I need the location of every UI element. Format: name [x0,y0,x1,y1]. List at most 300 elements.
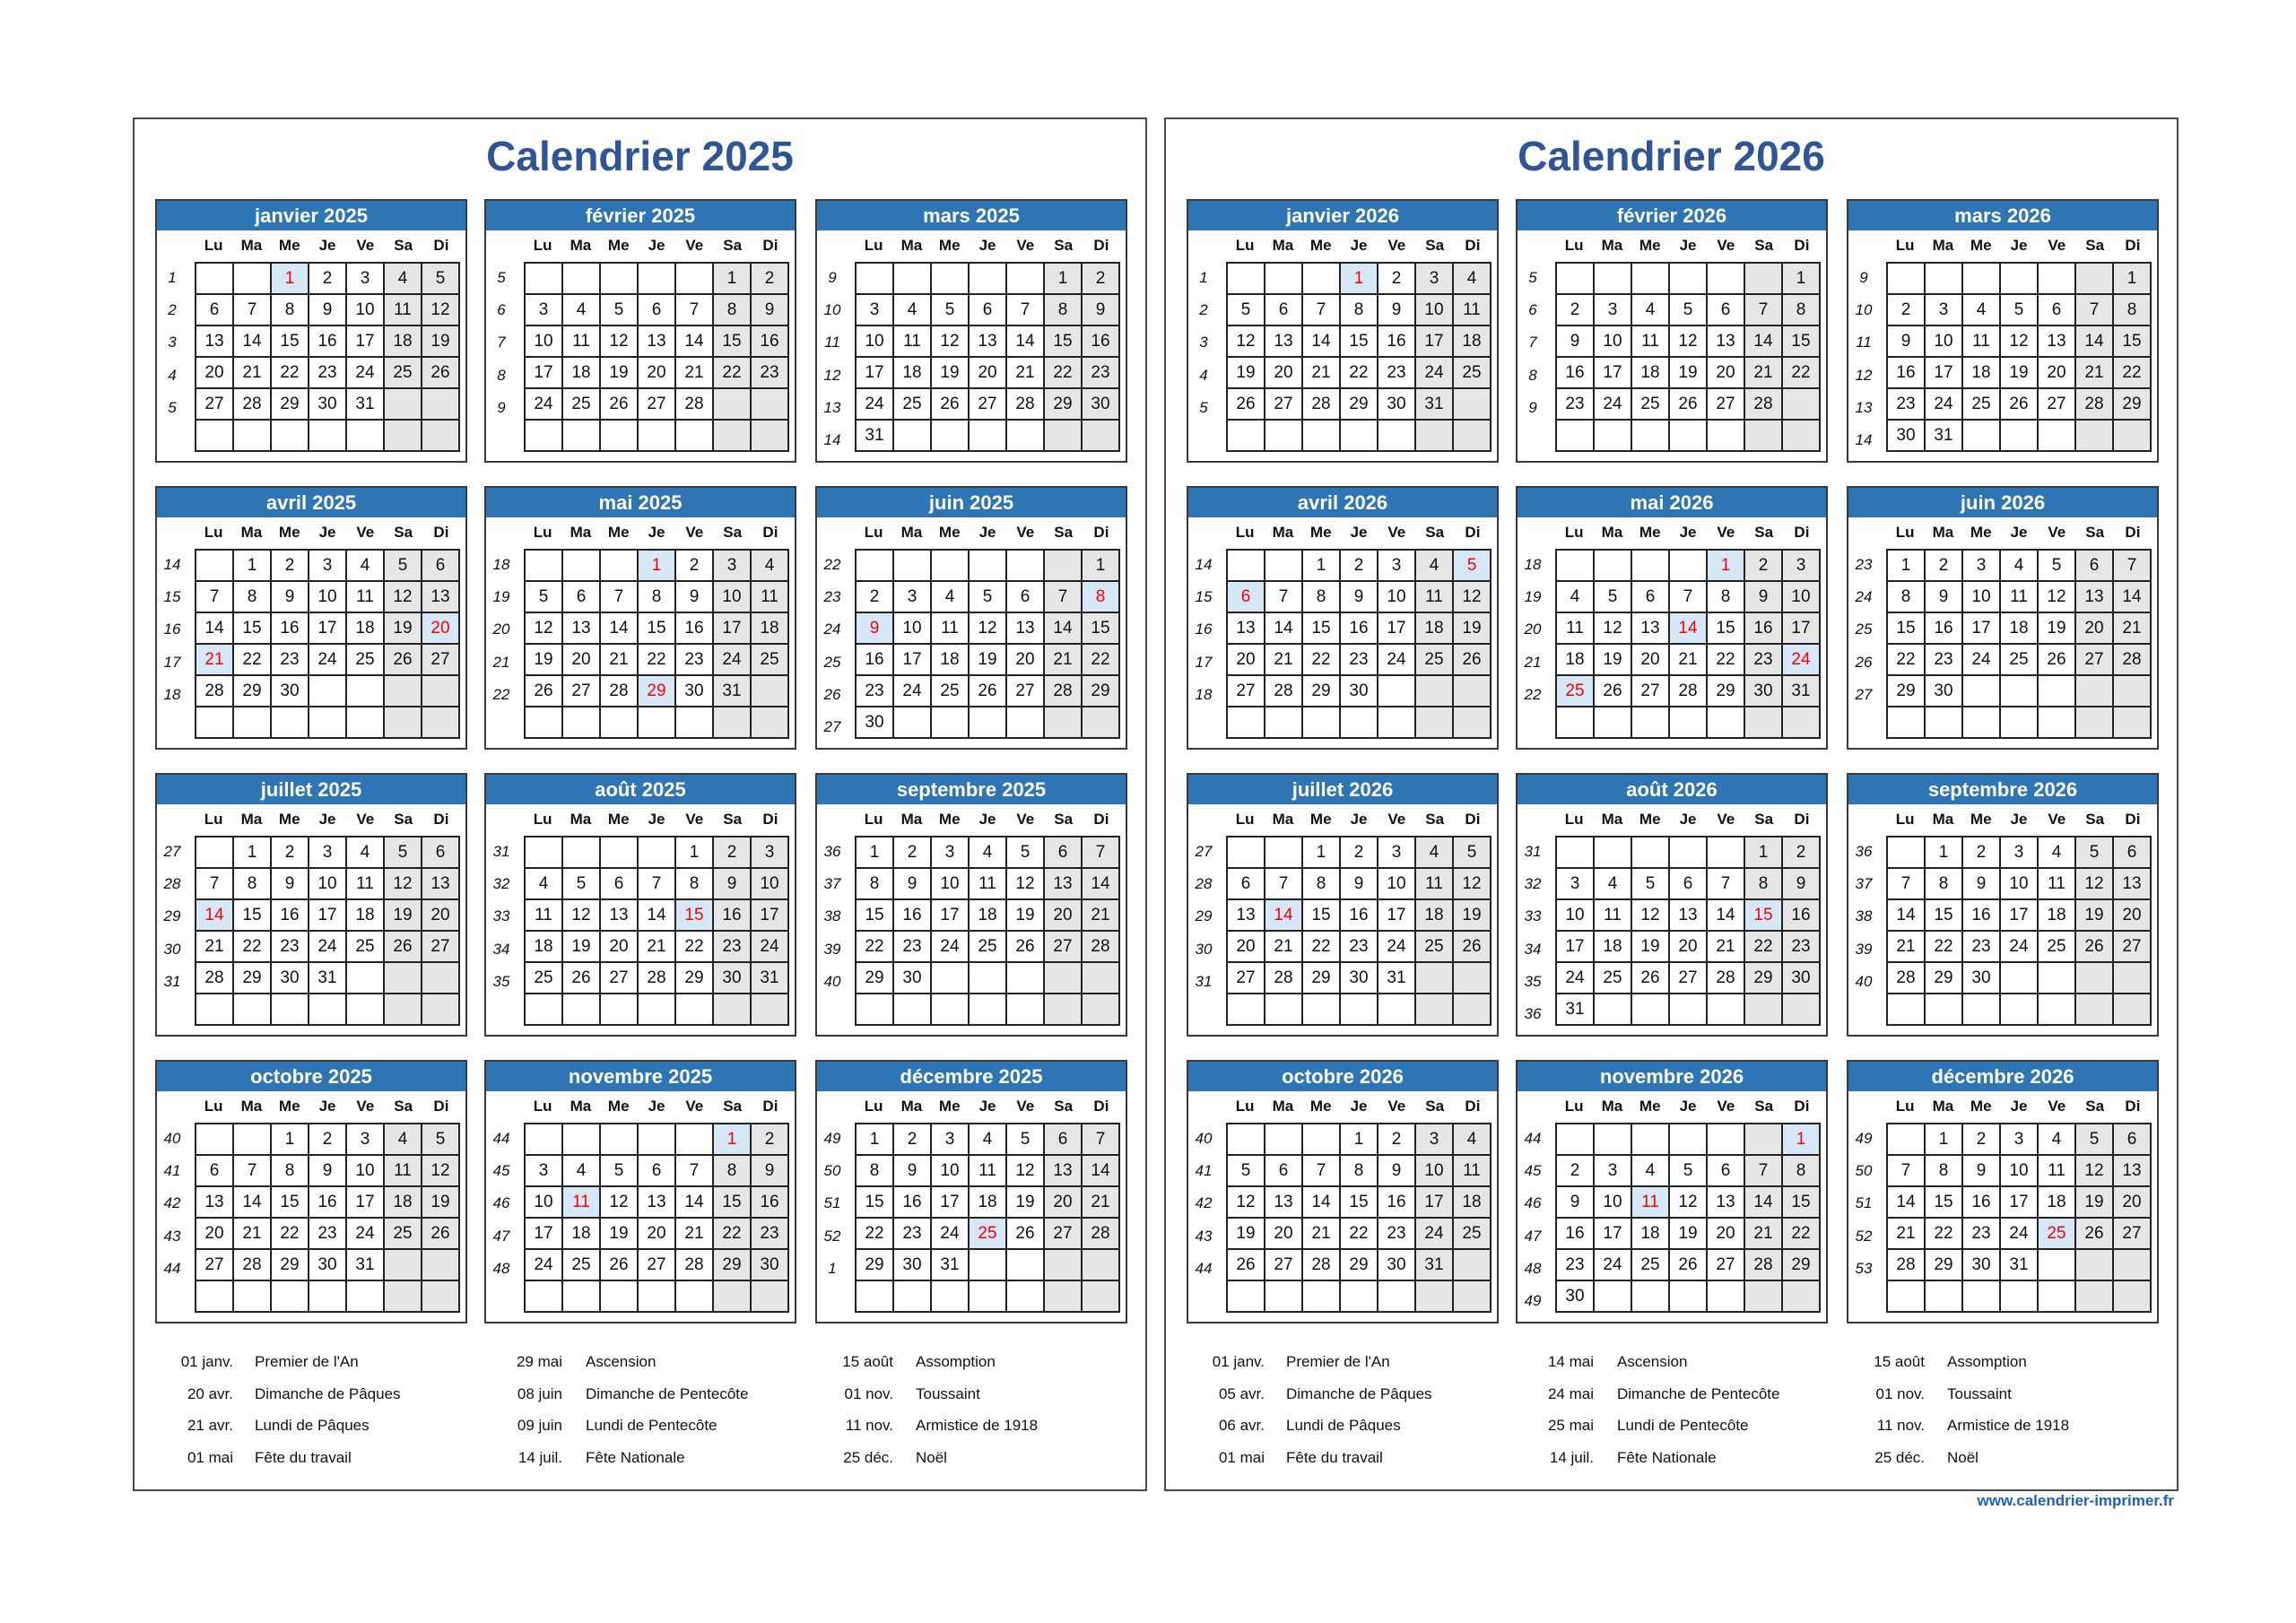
day-cell[interactable]: 11 [1415,581,1453,612]
holiday-day-cell[interactable]: 20 [422,612,459,644]
day-cell[interactable]: 4 [969,1124,1006,1155]
day-cell[interactable]: 21 [1265,644,1302,675]
day-cell[interactable]: 23 [751,357,788,388]
day-cell[interactable]: 17 [713,612,751,644]
day-cell[interactable]: 8 [856,1155,893,1186]
day-cell[interactable]: 10 [525,325,562,357]
day-cell[interactable]: 30 [1925,675,1962,707]
empty-day-cell[interactable] [2113,1280,2151,1312]
empty-day-cell[interactable] [1082,994,1119,1025]
holiday-day-cell[interactable]: 1 [1340,263,1378,294]
day-cell[interactable]: 1 [856,1124,893,1155]
empty-day-cell[interactable] [751,707,788,738]
day-cell[interactable]: 18 [2038,1186,2075,1218]
day-cell[interactable]: 11 [893,325,931,357]
day-cell[interactable]: 16 [1887,357,1925,388]
empty-day-cell[interactable] [1707,420,1744,451]
day-cell[interactable]: 21 [675,357,713,388]
day-cell[interactable]: 27 [1707,1249,1744,1280]
day-cell[interactable]: 11 [384,294,422,325]
day-cell[interactable]: 30 [309,1249,346,1280]
day-cell[interactable]: 2 [1378,1124,1415,1155]
day-cell[interactable]: 17 [346,1186,384,1218]
holiday-day-cell[interactable]: 15 [675,899,713,931]
empty-day-cell[interactable] [1631,994,1669,1025]
day-cell[interactable]: 27 [1044,931,1082,962]
day-cell[interactable]: 1 [233,550,271,581]
day-cell[interactable]: 19 [384,899,422,931]
empty-day-cell[interactable] [2075,1280,2113,1312]
day-cell[interactable]: 4 [969,837,1006,868]
empty-day-cell[interactable] [384,707,422,738]
holiday-day-cell[interactable]: 14 [196,899,233,931]
day-cell[interactable]: 30 [713,962,751,994]
empty-day-cell[interactable] [2000,420,2038,451]
empty-day-cell[interactable] [384,962,422,994]
day-cell[interactable]: 2 [1556,1155,1594,1186]
day-cell[interactable]: 10 [1962,581,2000,612]
day-cell[interactable]: 24 [1378,931,1415,962]
day-cell[interactable]: 13 [1265,325,1302,357]
day-cell[interactable]: 24 [1962,644,2000,675]
day-cell[interactable]: 3 [346,1124,384,1155]
day-cell[interactable]: 6 [969,294,1006,325]
day-cell[interactable]: 29 [1082,675,1119,707]
day-cell[interactable]: 22 [1340,357,1378,388]
day-cell[interactable]: 7 [1082,1124,1119,1155]
day-cell[interactable]: 17 [856,357,893,388]
empty-day-cell[interactable] [856,550,893,581]
day-cell[interactable]: 27 [2038,388,2075,420]
empty-day-cell[interactable] [1340,994,1378,1025]
empty-day-cell[interactable] [1962,707,2000,738]
day-cell[interactable]: 25 [1594,962,1631,994]
day-cell[interactable]: 29 [856,962,893,994]
day-cell[interactable]: 15 [271,325,309,357]
day-cell[interactable]: 4 [1631,294,1669,325]
day-cell[interactable]: 11 [2000,581,2038,612]
day-cell[interactable]: 25 [1415,644,1453,675]
empty-day-cell[interactable] [271,994,309,1025]
empty-day-cell[interactable] [1302,994,1340,1025]
empty-day-cell[interactable] [2000,962,2038,994]
day-cell[interactable]: 7 [638,868,675,899]
day-cell[interactable]: 15 [1082,612,1119,644]
empty-day-cell[interactable] [1707,994,1744,1025]
empty-day-cell[interactable] [931,707,969,738]
empty-day-cell[interactable] [675,263,713,294]
day-cell[interactable]: 23 [1082,357,1119,388]
day-cell[interactable]: 26 [2075,1218,2113,1249]
day-cell[interactable]: 17 [1378,612,1415,644]
day-cell[interactable]: 31 [1415,388,1453,420]
day-cell[interactable]: 20 [638,1218,675,1249]
day-cell[interactable]: 17 [309,899,346,931]
day-cell[interactable]: 4 [1556,581,1594,612]
day-cell[interactable]: 27 [422,644,459,675]
day-cell[interactable]: 2 [751,1124,788,1155]
day-cell[interactable]: 19 [1453,612,1491,644]
day-cell[interactable]: 3 [1415,263,1453,294]
day-cell[interactable]: 18 [1453,1186,1491,1218]
day-cell[interactable]: 23 [893,1218,931,1249]
empty-day-cell[interactable] [1378,675,1415,707]
day-cell[interactable]: 18 [384,1186,422,1218]
empty-day-cell[interactable] [1082,1280,1119,1312]
day-cell[interactable]: 1 [1744,837,1782,868]
empty-day-cell[interactable] [1453,962,1491,994]
day-cell[interactable]: 23 [1962,1218,2000,1249]
day-cell[interactable]: 7 [233,294,271,325]
day-cell[interactable]: 27 [1707,388,1744,420]
day-cell[interactable]: 4 [384,1124,422,1155]
day-cell[interactable]: 15 [1925,899,1962,931]
empty-day-cell[interactable] [675,420,713,451]
empty-day-cell[interactable] [931,420,969,451]
day-cell[interactable]: 8 [1782,294,1820,325]
empty-day-cell[interactable] [384,388,422,420]
empty-day-cell[interactable] [1082,1249,1119,1280]
day-cell[interactable]: 8 [1707,581,1744,612]
day-cell[interactable]: 29 [1782,1249,1820,1280]
day-cell[interactable]: 18 [1556,644,1594,675]
day-cell[interactable]: 7 [2075,294,2113,325]
day-cell[interactable]: 13 [600,899,638,931]
day-cell[interactable]: 16 [856,644,893,675]
day-cell[interactable]: 8 [1340,294,1378,325]
day-cell[interactable]: 4 [1962,294,2000,325]
empty-day-cell[interactable] [1265,707,1302,738]
day-cell[interactable]: 28 [196,962,233,994]
empty-day-cell[interactable] [562,263,600,294]
day-cell[interactable]: 17 [931,899,969,931]
empty-day-cell[interactable] [525,550,562,581]
empty-day-cell[interactable] [1340,420,1378,451]
day-cell[interactable]: 23 [271,931,309,962]
day-cell[interactable]: 7 [1044,581,1082,612]
empty-day-cell[interactable] [1962,675,2000,707]
day-cell[interactable]: 9 [1962,868,2000,899]
day-cell[interactable]: 21 [1302,357,1340,388]
day-cell[interactable]: 20 [1227,931,1265,962]
empty-day-cell[interactable] [1082,420,1119,451]
empty-day-cell[interactable] [422,1280,459,1312]
day-cell[interactable]: 15 [1340,325,1378,357]
day-cell[interactable]: 8 [271,1155,309,1186]
day-cell[interactable]: 12 [600,325,638,357]
day-cell[interactable]: 20 [196,357,233,388]
day-cell[interactable]: 28 [638,962,675,994]
day-cell[interactable]: 3 [1415,1124,1453,1155]
holiday-day-cell[interactable]: 14 [1265,899,1302,931]
day-cell[interactable]: 5 [1227,294,1265,325]
empty-day-cell[interactable] [931,263,969,294]
day-cell[interactable]: 17 [931,1186,969,1218]
day-cell[interactable]: 3 [893,581,931,612]
empty-day-cell[interactable] [893,707,931,738]
day-cell[interactable]: 13 [1707,325,1744,357]
day-cell[interactable]: 6 [638,294,675,325]
empty-day-cell[interactable] [1631,1124,1669,1155]
day-cell[interactable]: 28 [1265,675,1302,707]
holiday-day-cell[interactable]: 9 [856,612,893,644]
empty-day-cell[interactable] [1594,1280,1631,1312]
day-cell[interactable]: 12 [2075,1155,2113,1186]
day-cell[interactable]: 1 [1082,550,1119,581]
empty-day-cell[interactable] [1556,1124,1594,1155]
day-cell[interactable]: 16 [751,1186,788,1218]
day-cell[interactable]: 14 [675,325,713,357]
day-cell[interactable]: 26 [1631,962,1669,994]
day-cell[interactable]: 2 [1962,837,2000,868]
day-cell[interactable]: 18 [969,899,1006,931]
day-cell[interactable]: 23 [893,931,931,962]
day-cell[interactable]: 8 [1340,1155,1378,1186]
day-cell[interactable]: 19 [600,357,638,388]
day-cell[interactable]: 14 [233,325,271,357]
empty-day-cell[interactable] [2038,1249,2075,1280]
website-link[interactable]: www.calendrier-imprimer.fr [1977,1492,2174,1509]
empty-day-cell[interactable] [1669,1124,1707,1155]
day-cell[interactable]: 18 [931,644,969,675]
day-cell[interactable]: 7 [1669,581,1707,612]
day-cell[interactable]: 9 [1340,581,1378,612]
empty-day-cell[interactable] [1556,550,1594,581]
empty-day-cell[interactable] [271,1280,309,1312]
day-cell[interactable]: 28 [600,675,638,707]
day-cell[interactable]: 7 [196,868,233,899]
day-cell[interactable]: 30 [1962,1249,2000,1280]
empty-day-cell[interactable] [675,1280,713,1312]
empty-day-cell[interactable] [2038,1280,2075,1312]
day-cell[interactable]: 10 [931,868,969,899]
empty-day-cell[interactable] [1669,550,1707,581]
day-cell[interactable]: 22 [233,644,271,675]
empty-day-cell[interactable] [1378,994,1415,1025]
day-cell[interactable]: 27 [1006,675,1044,707]
day-cell[interactable]: 19 [2000,357,2038,388]
empty-day-cell[interactable] [1044,994,1082,1025]
day-cell[interactable]: 24 [1594,1249,1631,1280]
day-cell[interactable]: 9 [675,581,713,612]
empty-day-cell[interactable] [600,550,638,581]
day-cell[interactable]: 20 [600,931,638,962]
day-cell[interactable]: 29 [1302,962,1340,994]
day-cell[interactable]: 4 [525,868,562,899]
day-cell[interactable]: 20 [2038,357,2075,388]
day-cell[interactable]: 13 [422,581,459,612]
holiday-day-cell[interactable]: 11 [1631,1186,1669,1218]
day-cell[interactable]: 18 [2000,612,2038,644]
day-cell[interactable]: 27 [2075,644,2113,675]
empty-day-cell[interactable] [384,675,422,707]
empty-day-cell[interactable] [1707,837,1744,868]
day-cell[interactable]: 23 [751,1218,788,1249]
day-cell[interactable]: 29 [1044,388,1082,420]
day-cell[interactable]: 21 [1744,1218,1782,1249]
empty-day-cell[interactable] [1265,1280,1302,1312]
empty-day-cell[interactable] [675,707,713,738]
empty-day-cell[interactable] [931,550,969,581]
empty-day-cell[interactable] [1594,263,1631,294]
day-cell[interactable]: 13 [562,612,600,644]
empty-day-cell[interactable] [1415,420,1453,451]
day-cell[interactable]: 25 [562,388,600,420]
day-cell[interactable]: 7 [675,294,713,325]
day-cell[interactable]: 1 [1302,550,1340,581]
empty-day-cell[interactable] [233,1280,271,1312]
day-cell[interactable]: 9 [893,1155,931,1186]
empty-day-cell[interactable] [893,994,931,1025]
day-cell[interactable]: 23 [1744,644,1782,675]
empty-day-cell[interactable] [1887,837,1925,868]
empty-day-cell[interactable] [233,420,271,451]
empty-day-cell[interactable] [2000,1280,2038,1312]
empty-day-cell[interactable] [1265,420,1302,451]
day-cell[interactable]: 28 [1265,962,1302,994]
day-cell[interactable]: 23 [271,644,309,675]
day-cell[interactable]: 10 [1594,325,1631,357]
day-cell[interactable]: 13 [1227,612,1265,644]
day-cell[interactable]: 17 [1556,931,1594,962]
day-cell[interactable]: 26 [1669,388,1707,420]
day-cell[interactable]: 17 [893,644,931,675]
day-cell[interactable]: 5 [422,1124,459,1155]
day-cell[interactable]: 18 [1453,325,1491,357]
day-cell[interactable]: 15 [1340,1186,1378,1218]
day-cell[interactable]: 16 [1378,1186,1415,1218]
day-cell[interactable]: 30 [1082,388,1119,420]
day-cell[interactable]: 3 [1378,550,1415,581]
empty-day-cell[interactable] [1744,707,1782,738]
day-cell[interactable]: 16 [1962,1186,2000,1218]
day-cell[interactable]: 18 [562,357,600,388]
empty-day-cell[interactable] [1887,994,1925,1025]
empty-day-cell[interactable] [931,1280,969,1312]
day-cell[interactable]: 12 [384,868,422,899]
day-cell[interactable]: 26 [1227,388,1265,420]
day-cell[interactable]: 12 [1227,1186,1265,1218]
day-cell[interactable]: 26 [1006,931,1044,962]
empty-day-cell[interactable] [713,1280,751,1312]
empty-day-cell[interactable] [893,550,931,581]
day-cell[interactable]: 16 [713,899,751,931]
day-cell[interactable]: 6 [422,837,459,868]
day-cell[interactable]: 11 [1453,1155,1491,1186]
day-cell[interactable]: 3 [346,263,384,294]
empty-day-cell[interactable] [751,675,788,707]
empty-day-cell[interactable] [969,1280,1006,1312]
day-cell[interactable]: 3 [2000,837,2038,868]
day-cell[interactable]: 7 [233,1155,271,1186]
empty-day-cell[interactable] [525,1124,562,1155]
day-cell[interactable]: 13 [2038,325,2075,357]
day-cell[interactable]: 5 [1669,294,1707,325]
day-cell[interactable]: 22 [1340,1218,1378,1249]
day-cell[interactable]: 13 [2113,1155,2151,1186]
empty-day-cell[interactable] [1744,994,1782,1025]
day-cell[interactable]: 28 [233,1249,271,1280]
empty-day-cell[interactable] [1631,837,1669,868]
day-cell[interactable]: 10 [856,325,893,357]
day-cell[interactable]: 23 [1782,931,1820,962]
day-cell[interactable]: 13 [1006,612,1044,644]
day-cell[interactable]: 18 [384,325,422,357]
day-cell[interactable]: 27 [2113,1218,2151,1249]
day-cell[interactable]: 1 [1887,550,1925,581]
empty-day-cell[interactable] [1415,707,1453,738]
day-cell[interactable]: 13 [1631,612,1669,644]
empty-day-cell[interactable] [2075,420,2113,451]
day-cell[interactable]: 11 [751,581,788,612]
day-cell[interactable]: 27 [1265,388,1302,420]
day-cell[interactable]: 26 [969,675,1006,707]
day-cell[interactable]: 19 [2075,1186,2113,1218]
empty-day-cell[interactable] [346,420,384,451]
day-cell[interactable]: 12 [1631,899,1669,931]
day-cell[interactable]: 29 [1925,962,1962,994]
empty-day-cell[interactable] [196,707,233,738]
empty-day-cell[interactable] [346,675,384,707]
day-cell[interactable]: 16 [1340,899,1378,931]
day-cell[interactable]: 23 [1556,388,1594,420]
day-cell[interactable]: 16 [1556,357,1594,388]
day-cell[interactable]: 31 [1925,420,1962,451]
day-cell[interactable]: 29 [271,388,309,420]
empty-day-cell[interactable] [1925,263,1962,294]
day-cell[interactable]: 4 [1415,550,1453,581]
day-cell[interactable]: 3 [1925,294,1962,325]
day-cell[interactable]: 14 [2113,581,2151,612]
day-cell[interactable]: 14 [1302,325,1340,357]
day-cell[interactable]: 23 [1962,931,2000,962]
empty-day-cell[interactable] [2000,994,2038,1025]
empty-day-cell[interactable] [1782,707,1820,738]
empty-day-cell[interactable] [1006,994,1044,1025]
day-cell[interactable]: 15 [233,899,271,931]
day-cell[interactable]: 20 [1631,644,1669,675]
day-cell[interactable]: 13 [1265,1186,1302,1218]
day-cell[interactable]: 27 [1227,675,1265,707]
day-cell[interactable]: 16 [1925,612,1962,644]
day-cell[interactable]: 14 [1082,1155,1119,1186]
day-cell[interactable]: 14 [1082,868,1119,899]
day-cell[interactable]: 15 [1887,612,1925,644]
day-cell[interactable]: 19 [422,325,459,357]
day-cell[interactable]: 11 [1556,612,1594,644]
day-cell[interactable]: 24 [1415,1218,1453,1249]
day-cell[interactable]: 5 [969,581,1006,612]
day-cell[interactable]: 27 [196,388,233,420]
empty-day-cell[interactable] [1302,1124,1340,1155]
empty-day-cell[interactable] [1044,707,1082,738]
day-cell[interactable]: 9 [1556,1186,1594,1218]
day-cell[interactable]: 23 [1925,644,1962,675]
empty-day-cell[interactable] [1302,707,1340,738]
day-cell[interactable]: 8 [233,868,271,899]
day-cell[interactable]: 17 [1962,612,2000,644]
day-cell[interactable]: 6 [1265,294,1302,325]
day-cell[interactable]: 13 [969,325,1006,357]
day-cell[interactable]: 15 [1302,612,1340,644]
day-cell[interactable]: 16 [271,612,309,644]
empty-day-cell[interactable] [1631,263,1669,294]
day-cell[interactable]: 9 [271,581,309,612]
day-cell[interactable]: 20 [1707,1218,1744,1249]
day-cell[interactable]: 30 [751,1249,788,1280]
day-cell[interactable]: 30 [1887,420,1925,451]
empty-day-cell[interactable] [600,420,638,451]
